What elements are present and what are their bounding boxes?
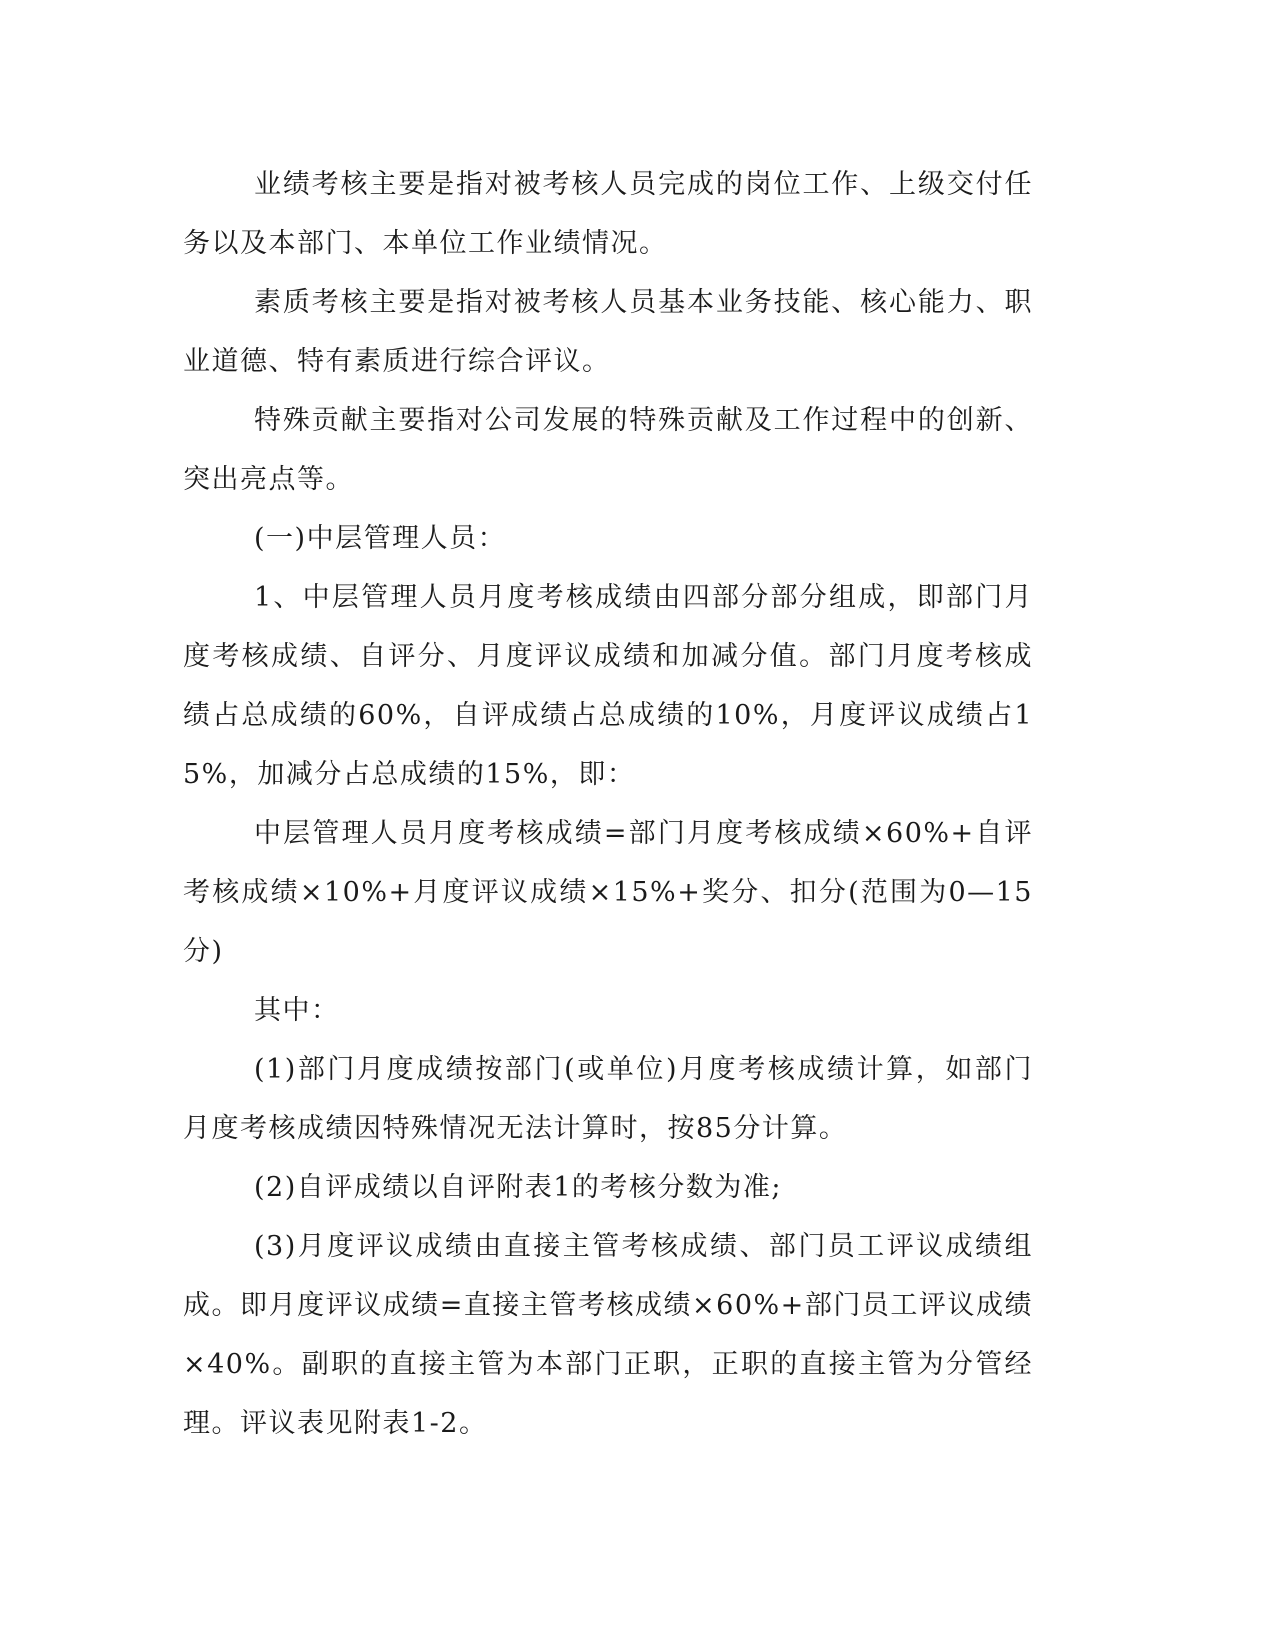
- paragraph-score-formula: 中层管理人员月度考核成绩=部门月度考核成绩×60%+自评考核成绩×10%+月度评议成绩×15%+奖分、扣分(范围为0—15分): [183, 818, 1033, 967]
- paragraph-quality-assessment: 素质考核主要是指对被考核人员基本业务技能、核心能力、职业道德、特有素质进行综合评议。: [183, 287, 1033, 377]
- paragraph-monthly-score-composition: 1、中层管理人员月度考核成绩由四部分部分组成，即部门月度考核成绩、自评分、月度评议成绩和加减分值。部门月度考核成绩占总成绩的60%，自评成绩占总成绩的10%，月度评议成绩占15%，加减分占总成绩的15%，即：: [183, 582, 1033, 790]
- section-heading-middle-management: (一)中层管理人员：: [254, 523, 507, 554]
- list-item-monthly-review: (3)月度评议成绩由直接主管考核成绩、部门员工评议成绩组成。即月度评议成绩=直接主管考核成绩×60%+部门员工评议成绩×40%。副职的直接主管为本部门正职，正职的直接主管为分管经理。评议表见附表1-2。: [183, 1231, 1033, 1439]
- document-body: [183, 155, 1033, 1453]
- list-item-department-score: (1)部门月度成绩按部门(或单位)月度考核成绩计算，如部门月度考核成绩因特殊情况无法计算时，按85分计算。: [183, 1054, 1033, 1144]
- paragraph-performance-assessment: 业绩考核主要是指对被考核人员完成的岗位工作、上级交付任务以及本部门、本单位工作业绩情况。: [183, 169, 1033, 259]
- paragraph-special-contribution: 特殊贡献主要指对公司发展的特殊贡献及工作过程中的创新、突出亮点等。: [183, 405, 1033, 495]
- list-item-self-evaluation: (2)自评成绩以自评附表1的考核分数为准;: [254, 1172, 783, 1203]
- paragraph-wherein: 其中：: [254, 995, 340, 1026]
